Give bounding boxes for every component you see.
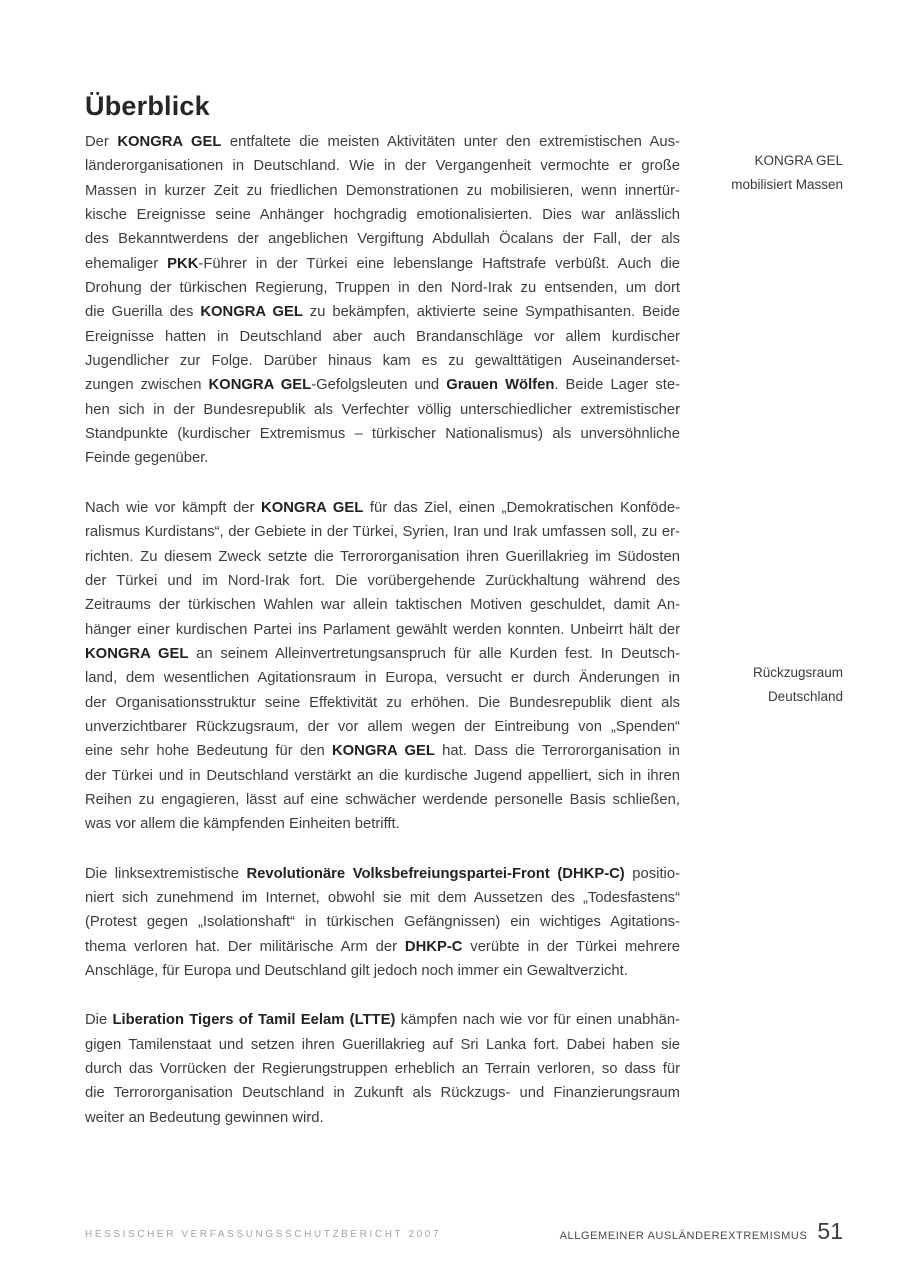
page-number: 51 — [817, 1218, 843, 1244]
text-line: Anschläge, für Europa und Deutschland gilt jedoch noch immer ein Gewaltverzicht. — [85, 963, 628, 979]
text-line: was vor allem die kämpfenden Einheiten betrifft. — [85, 816, 400, 833]
footer-chapter-title: ALLGEMEINER AUSLÄNDEREXTREMISMUS — [559, 1230, 808, 1242]
text-line: eine sehr hohe Bedeutung für den KONGRA GEL hat. Dass die Terrororganisation in — [85, 743, 680, 760]
text-line: Der KONGRA GEL entfaltete die meisten Aktivitäten unter den extremistischen Aus- — [85, 134, 680, 150]
text-line: kische Ereignisse seine Anhänger hochgradig emotionalisierten. Dies war anlässlich — [85, 207, 680, 224]
text-line: die Terrororganisation Deutschland in Zukunft als Rückzugs- und Finanzierungsraum — [85, 1085, 680, 1102]
text-line: der Türkei und in Deutschland verstärkt an die kurdische Jugend appelliert, sich in ihren — [85, 767, 680, 784]
text-line: Ereignisse hatten in Deutschland aber auch Brandanschläge vor allem kurdischer — [85, 328, 680, 345]
text-line: hänger einer kurdischen Partei ins Parlament gewählt werden konnten. Unbeirrt hält der — [85, 621, 680, 638]
text-line: der Türkei und im Nord-Irak fort. Die vorübergehende Zurückhaltung während des — [85, 572, 680, 589]
text-line: Die linksextremistische Revolutionäre Volksbefreiungspartei-Front (DHKP-C) positio- — [85, 865, 680, 882]
text-line: Feinde gegenüber. — [85, 450, 209, 467]
paragraph — [85, 496, 680, 837]
text-line: durch das Vorrücken der Regierungstruppen erheblich an Terrain verloren, so dass für — [85, 1061, 680, 1078]
text-line: (Protest gegen „Isolationshaft“ in türkischen Gefängnissen) ein wichtiges Agitations- — [85, 914, 680, 931]
text-line: Zeitraums der türkischen Wahlen war allein taktischen Motiven geschuldet, damit An- — [85, 597, 680, 614]
page-title: Überblick — [85, 91, 210, 122]
margin-note-kongra-gel — [731, 149, 843, 198]
margin-note-line: mobilisiert Massen — [731, 177, 843, 193]
text-line: zungen zwischen KONGRA GEL-Gefolgsleuten und Grauen Wölfen. Beide Lager ste- — [85, 377, 680, 394]
text-line: Reihen zu engagieren, lässt auf eine schwächer werdende personelle Basis schließen, — [85, 791, 680, 808]
text-line: niert sich zunehmend im Internet, obwohl sie mit dem Aussetzen des „Todesfastens“ — [85, 889, 680, 906]
margin-note-rueckzugsraum — [753, 661, 843, 710]
text-line: Die Liberation Tigers of Tamil Eelam (LTTE) kämpfen nach wie vor für einen unabhän- — [85, 1012, 680, 1029]
text-line: Massen in kurzer Zeit zu friedlichen Demonstrationen zu mobilisieren, wenn innertür- — [85, 182, 680, 199]
text-line: ehemaliger PKK-Führer in der Türkei eine lebenslange Haftstrafe verbüßt. Auch die — [85, 255, 680, 272]
text-line: des Bekanntwerdens der angeblichen Vergiftung Abdullah Öcalans der Fall, der als — [85, 231, 680, 248]
footer-chapter-group — [560, 1218, 843, 1245]
paragraph — [85, 1008, 680, 1130]
text-line: Jugendlicher zur Folge. Darüber hinaus kam es zu gewalttätigen Auseinanderset- — [85, 353, 680, 370]
footer-report-title: HESSISCHER VERFASSUNGSSCHUTZBERICHT 2007 — [85, 1229, 442, 1240]
text-line: KONGRA GEL an seinem Alleinvertretungsanspruch für alle Kurden fest. In Deutsch- — [85, 645, 680, 662]
margin-note-line: Rückzugsraum — [752, 665, 843, 680]
text-line: Nach wie vor kämpft der KONGRA GEL für das Ziel, einen „Demokratischen Konföde- — [85, 499, 680, 516]
text-line: Drohung der türkischen Regierung, Truppen in den Nord-Irak zu entsenden, um dort — [85, 280, 680, 297]
text-line: land, dem wesentlichen Agitationsraum in Europa, versucht er durch Änderungen in — [85, 670, 680, 687]
text-line: unverzichtbarer Rückzugsraum, der vor allem wegen der Eintreibung von „Spenden“ — [85, 718, 680, 735]
body-text-column — [85, 130, 680, 1155]
text-line: weiter an Bedeutung gewinnen wird. — [85, 1109, 324, 1126]
paragraph — [85, 862, 680, 984]
text-line: gigen Tamilenstaat und setzen ihren Guerillakrieg auf Sri Lanka fort. Dabei haben sie — [85, 1036, 680, 1053]
text-line: ralismus Kurdistans“, der Gebiete in der Türkei, Syrien, Iran und Irak umfassen soll, zu er- — [85, 524, 680, 541]
paragraph — [85, 130, 680, 471]
text-line: richten. Zu diesem Zweck setzte die Terrororganisation ihren Guerillakrieg im Südosten — [85, 548, 680, 565]
margin-note-line: Deutschland — [767, 689, 843, 705]
text-line: die Guerilla des KONGRA GEL zu bekämpfen, aktivierte seine Sympathisanten. Beide — [85, 304, 680, 321]
text-line: hen sich in der Bundesrepublik als Verfechter völlig unterschiedlicher extremistischer — [85, 401, 680, 418]
margin-note-line: KONGRA GEL — [754, 153, 843, 168]
text-line: der Organisationsstruktur seine Effektivität zu erhöhen. Die Bundesrepublik dient als — [85, 694, 680, 711]
text-line: länderorganisationen in Deutschland. Wie in der Vergangenheit vermochte er große — [85, 158, 680, 175]
text-line: Standpunkte (kurdischer Extremismus – türkischer Nationalismus) als unversöhnliche — [85, 426, 680, 443]
text-line: thema verloren hat. Der militärische Arm der DHKP-C verübte in der Türkei mehrere — [85, 938, 680, 955]
